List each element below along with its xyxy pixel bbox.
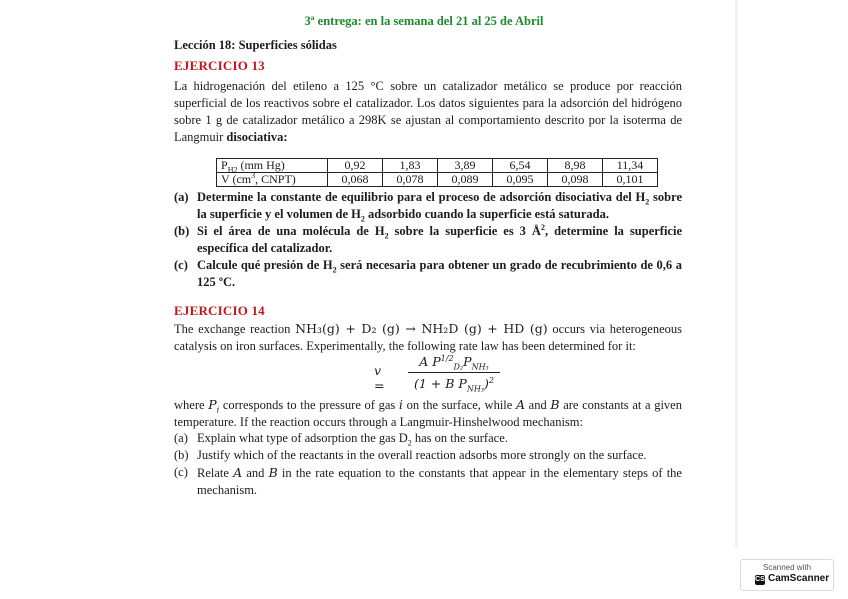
- exercise-14-item-b: (b) Justify which of the reactants in the overall reaction adsorbs more strongly on the surface.: [174, 448, 647, 462]
- pressure-header: $P_{H2}$ (mm Hg): [217, 159, 328, 173]
- camscanner-watermark: [740, 559, 834, 591]
- volume-cell: 0,089: [438, 173, 493, 187]
- reaction-equation: NH₃(g) + D₂ (g) → NH₂D (g) + HD (g): [295, 321, 548, 336]
- page-edge: [735, 0, 738, 548]
- pressure-row: [217, 159, 658, 173]
- exercise-13-title: EJERCICIO 13: [174, 58, 265, 73]
- pressure-cell: 3,89: [438, 159, 493, 173]
- volume-cell: 0,095: [493, 173, 548, 187]
- volume-cell: 0,098: [548, 173, 603, 187]
- delivery-header: 3ª entrega: en la semana del 21 al 25 de Abril: [304, 14, 544, 28]
- exercise-13-item-c: (c) Calcule qué presión de $H_2$ será necesaria para obtener un grado de recubrimiento de 0,6 a 125 ºC.: [174, 258, 682, 289]
- volume-row: [217, 173, 658, 187]
- volume-header: V ($cm^3$, CNPT): [217, 173, 328, 187]
- pressure-cell: 0,92: [328, 159, 383, 173]
- scanned-page: 3ª entrega: en la semana del 21 al 25 de Abril Lección 18: Superficies sólidas EJERCICIO 13 La hidrogenación del etileno a 125 °C sobre un catalizador metálico se produce por reacción superficial de los reactivos sobre el catalizador. Los datos siguientes para la adsorción del hidrógeno sobre 1 g de catalizador metálico a 298K se ajustan al comportamiento descrito por la isoterma de Langmuir disociativa: $P_{H2}$ (mm Hg) 0,92 1,83 3,89 6,54 8,98 11,34 V ($cm^3$, CNPT) 0,068 0,078 0,089 0,095 0,098 0,101 (a) Determine la constante de equilibrio para el proceso de adsorción disociativa del $H_2$ sobre la superficie y el volumen de $H_2$ adsorbido cuando la superficie está saturada. (b) Si el área de una molécula de $H_2$ sobre la superficie es 3 $Å^2$, determine la superficie específica del catalizador. (c) Calcule qué presión de $H_2$ será necesaria para obtener un grado de recubrimiento de 0,6 a 125 ºC. EJERCICIO 14 The exchange reaction NH₃(g) + D₂ (g) → NH₂D (g) + HD (g) occurs via heterogeneous catalysis on iron surfaces. Experimentally, the following rate law has been determined for it: v = A $P^{1/2}_{D_2}P_{NH_3}$ (1 + B $P_{NH_3})^2$ where $P_i$ corresponds to the pressure of gas i on the surface, while A and B are constants at a given temperature. If the reaction occurs through a Langmuir-Hinshelwood mechanism: (a) Explain what type of adsorption the gas $D_2$ has on the surface. (b) Justify which of the reactants in the overall reaction adsorbs more strongly on the surface. (c) Relate A and B in the rate equation to the constants that appear in the elementary steps of the mechanism. Scanned with CS CamScanner: [0, 0, 848, 599]
- exercise-14-item-c: (c) Relate A and B in the rate equation to the constants that appear in the elementary steps of the mechanism.: [174, 465, 682, 497]
- watermark-brand: CamScanner: [768, 573, 830, 584]
- volume-cell: 0,101: [603, 173, 658, 187]
- pressure-cell: 8,98: [548, 159, 603, 173]
- camscanner-logo-icon: CS: [755, 576, 765, 583]
- exercise-14-where: where $P_i$ corresponds to the pressure of gas i on the surface, while A and B are constants at a given temperature. If the reaction occurs through a Langmuir-Hinshelwood mechanism:: [174, 397, 682, 429]
- volume-cell: 0,068: [328, 173, 383, 187]
- exercise-13-intro: La hidrogenación del etileno a 125 °C sobre un catalizador metálico se produce por reacción superficial de los reactivos sobre el catalizador. Los datos siguientes para la adsorción del hidrógeno sobre 1 g de catalizador metálico a 298K se ajustan al comportamiento descrito por la isoterma de Langmuir disociativa:: [174, 79, 682, 144]
- pressure-cell: 11,34: [603, 159, 658, 173]
- exercise-14-intro: The exchange reaction NH₃(g) + D₂ (g) → NH₂D (g) + HD (g) occurs via heterogeneous catalysis on iron surfaces. Experimentally, the following rate law has been determined for it:: [174, 321, 682, 353]
- exercise-13-item-a: (a) Determine la constante de equilibrio para el proceso de adsorción disociativa del $H_2$ sobre la superficie y el volumen de $H_2$ adsorbido cuando la superficie está saturada.: [174, 190, 682, 224]
- volume-cell: 0,078: [383, 173, 438, 187]
- exercise-13-item-b: (b) Si el área de una molécula de $H_2$ sobre la superficie es 3 $Å^2$, determine la superficie específica del catalizador.: [174, 222, 682, 255]
- pressure-cell: 1,83: [383, 159, 438, 173]
- lesson-title: Lección 18: Superficies sólidas: [174, 38, 337, 52]
- pressure-cell: 6,54: [493, 159, 548, 173]
- watermark-caption: Scanned with: [762, 563, 812, 572]
- adsorption-data-table: [216, 158, 658, 187]
- exercise-14-item-a: (a) Explain what type of adsorption the gas $D_2$ has on the surface.: [174, 431, 508, 448]
- exercise-14-title: EJERCICIO 14: [174, 303, 265, 318]
